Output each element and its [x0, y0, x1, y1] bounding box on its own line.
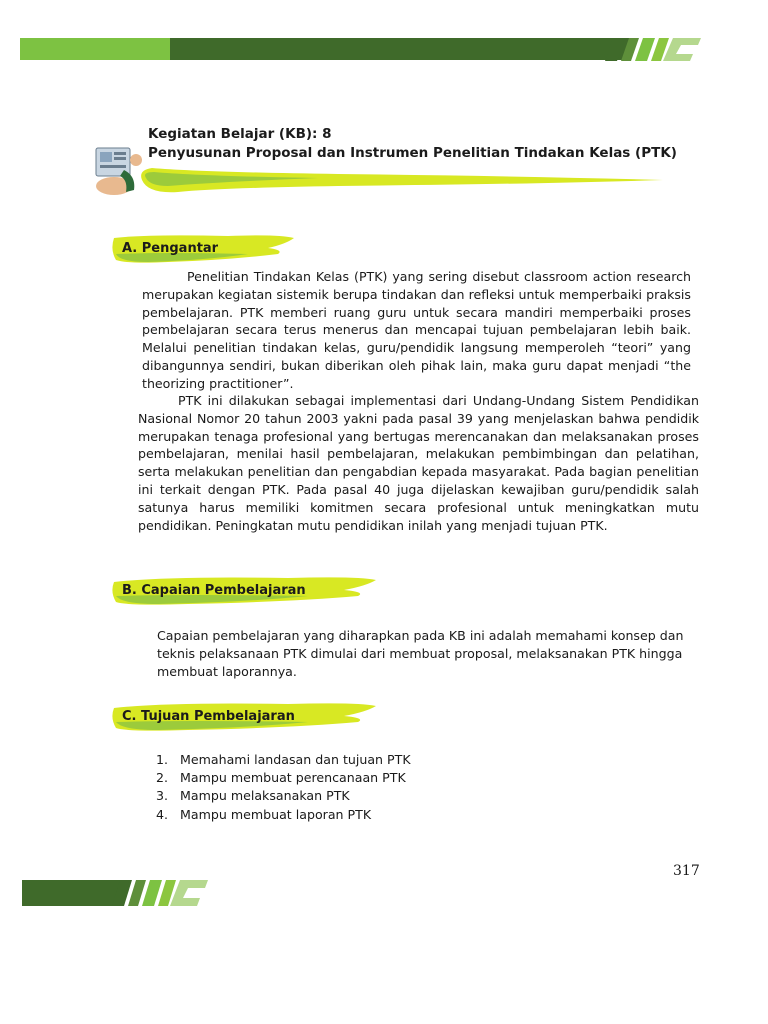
section-a-paragraph-1: Penelitian Tindakan Kelas (PTK) yang sering disebut classroom action research merupakan kegiatan sistemik berupa tindakan dan refleksi untuk memperbaiki praksis pembelajaran. PTK memberi ruang guru untuk secara mandiri memperbaiki proses pembelajaran secara terus menerus dan mencapai tujuan pembelajaran lebih baik. Melalui penelitian tindakan kelas, guru/pendidik langsung memperoleh “teori” yang dibangunnya sendiri, bukan diberikan oleh pihak lain, maka guru dapat menjadi “the theorizing practitioner”.	[142, 269, 691, 391]
section-a-paragraph-2: PTK ini dilakukan sebagai implementasi dari Undang-Undang Sistem Pendidikan Nasional Nomor 20 tahun 2003 yakni pada pasal 39 yang menjelaskan bahwa pendidik merupakan tenaga profesional yang bertugas merencanakan dan melaksanakan proses pembelajaran, menilai hasil pembelajaran, melakukan pembimbingan dan pelatihan, serta melakukan penelitian dan pengabdian kepada masyarakat. Pada bagian penelitian ini terkait dengan PTK. Pada pasal 40 juga dijelaskan kewajiban guru/pendidik salah satunya harus memiliki komitmen secara profesional untuk meningkatkan mutu pendidikan. Peningkatan mutu pendidikan inilah yang menjadi tujuan PTK.	[138, 393, 699, 533]
list-item: 4. Mampu membuat laporan PTK	[156, 806, 372, 822]
section-c-heading: C. Tujuan Pembelajaran	[122, 709, 295, 724]
section-b-heading: B. Capaian Pembelajaran	[122, 583, 306, 598]
page-title: Penyusunan Proposal dan Instrumen Penelitian Tindakan Kelas (PTK)	[148, 145, 677, 161]
section-a-heading: A. Pengantar	[122, 241, 219, 256]
header-band-light	[20, 38, 170, 60]
title-underline-brush	[138, 160, 668, 196]
list-item: 3. Mampu melaksanakan PTK	[156, 788, 350, 804]
header-band-dark	[170, 38, 630, 60]
section-b-paragraph: Capaian pembelajaran yang diharapkan pada KB ini adalah memahami konsep dan teknis pelaksanaan PTK dimulai dari membuat proposal, melaksanakan PTK hingga membuat laporannya.	[157, 628, 684, 680]
list-item: 1. Memahami landasan dan tujuan PTK	[156, 752, 411, 767]
footer-band-dark	[22, 880, 122, 906]
footer-logo-stripes-icon	[112, 878, 212, 908]
page-number: 317	[673, 863, 700, 879]
list-item: 2. Mampu membuat perencanaan PTK	[156, 770, 406, 786]
kb-label: Kegiatan Belajar (KB): 8	[148, 126, 332, 142]
learning-goals-list	[156, 751, 411, 824]
logo-stripes-icon	[605, 34, 705, 64]
reading-person-icon	[92, 140, 144, 196]
